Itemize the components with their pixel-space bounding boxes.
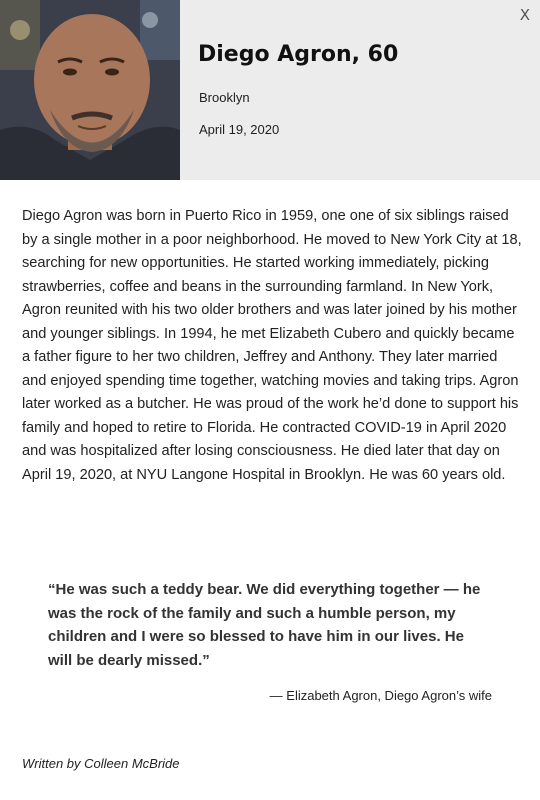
portrait-photo	[0, 0, 180, 180]
family-quote: “He was such a teddy bear. We did everything together — he was the rock of the family and such a humble person, my children and I were so blessed to have him in our lives. He will be dearly missed.”	[48, 581, 481, 669]
author-byline: Written by Colleen McBride	[22, 756, 180, 771]
borough-label: Brooklyn	[199, 90, 250, 105]
obituary-header	[0, 0, 540, 180]
death-date: April 19, 2020	[199, 122, 280, 137]
person-name: Diego Agron, 60	[198, 42, 399, 67]
quote-attribution: — Elizabeth Agron, Diego Agron’s wife	[269, 688, 492, 703]
biography-text: Diego Agron was born in Puerto Rico in 1959, one one of six siblings raised by a single mother in a poor neighborhood. He moved to New York City at 18, searching for new opportunities. He started working immediately, picking strawberries, coffee and beans in the surrounding farmland. In New York, Agron reunited with his two older brothers and was later joined by his mother and younger siblings. In 1994, he met Elizabeth Cubero and quickly became a father figure to her two children, Jeffrey and Anthony. They later married and enjoyed spending time together, watching movies and taking trips. Agron later worked as a butcher. He was proud of the work he’d done to support his family and hoped to retire to Florida. He contracted COVID-19 in April 2020 and was hospitalized after losing consciousness. He died later that day on April 19, 2020, at NYU Langone Hospital in Brooklyn. He was 60 years old.	[22, 208, 522, 483]
close-icon[interactable]: X	[519, 6, 530, 24]
